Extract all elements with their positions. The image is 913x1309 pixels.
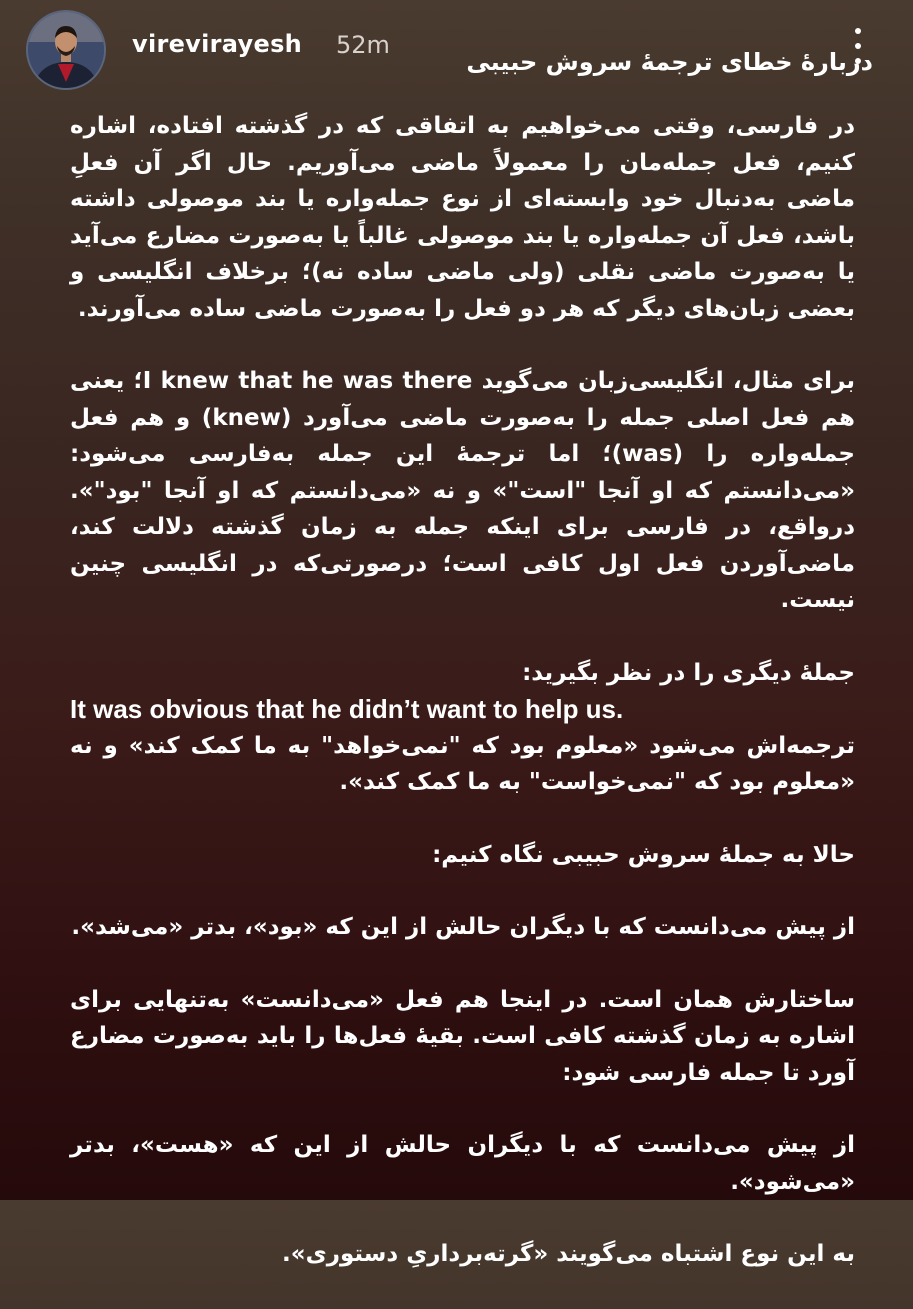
habibi-intro: حالا به جملهٔ سروش حبیبی نگاه کنیم:: [432, 841, 855, 868]
corrected-quote: از پیش می‌دانست که با دیگران حالش از این که «هست»، بدتر «می‌شود».: [70, 1132, 855, 1195]
paragraph-intro: در فارسی، وقتی می‌خواهیم به اتفاقی که در گذشته افتاده، اشاره کنیم، فعل جمله‌مان را معمولاً ماضی می‌آوریم. حال اگر آن فعلِ ماضی به‌دنبال خود وابسته‌ای از نوع جمله‌واره یا بند موصولی داشته باشد، فعل آن جمله‌واره یا بند موصولی غالباً یا به‌صورت مضارع می‌آید یا به‌صورت ماضی نقلی (ولی ماضی ساده نه)؛ برخلاف انگلیسی و بعضی زبان‌های دیگر که هر دو فعل را به‌صورت ماضی ساده می‌آورند.: [70, 113, 855, 322]
example-translation: ترجمه‌اش می‌شود «معلوم بود که "نمی‌خواهد" به ما کمک کند» و نه «معلوم بود که "نمی‌خواست" به ما کمک کند».: [70, 732, 855, 795]
profile-photo: [28, 12, 104, 88]
story-text: [70, 108, 855, 1309]
story-header: [0, 0, 913, 100]
habibi-quote: از پیش می‌دانست که با دیگران حالش از این که «بود»، بدتر «می‌شد».: [71, 914, 855, 940]
avatar[interactable]: [26, 10, 106, 90]
username[interactable]: virevirayesh: [132, 30, 303, 58]
example-english-sentence: It was obvious that he didn’t want to help us.: [70, 694, 624, 724]
conclusion: به این نوع اشتباه می‌گویند «گرته‌برداریِ دستوری».: [282, 1241, 855, 1267]
post-title: دربارهٔ خطای ترجمهٔ سروش حبیبی: [466, 48, 873, 76]
example-intro: جملهٔ دیگری را در نظر بگیرید:: [522, 659, 855, 686]
paragraph-example: برای مثال، انگلیسی‌زبان می‌گوید I knew that he was there؛ یعنی هم فعل اصلی جمله را به‌صورت ماضی می‌آورد (knew) و هم فعل جمله‌واره را (was)؛ اما ترجمهٔ این جمله به‌فارسی می‌شود: «می‌دانستم که او آنجا "است"» و نه «می‌دانستم که او آنجا "بود"». درواقع، در فارسی برای اینکه جمله به زمان گذشته دلالت کند، ماضی‌آوردن فعل اول کافی است؛ درصورتی‌که در انگلیسی چنین نیست.: [70, 368, 856, 613]
explanation: ساختارش همان است. در اینجا هم فعل «می‌دانست» به‌تنهایی برای اشاره به زمان گذشته کافی است. بقیهٔ فعل‌ها را باید به‌صورت مضارع آورد تا جمله فارسی شود:: [70, 986, 855, 1086]
post-timestamp: 52m: [336, 31, 390, 59]
